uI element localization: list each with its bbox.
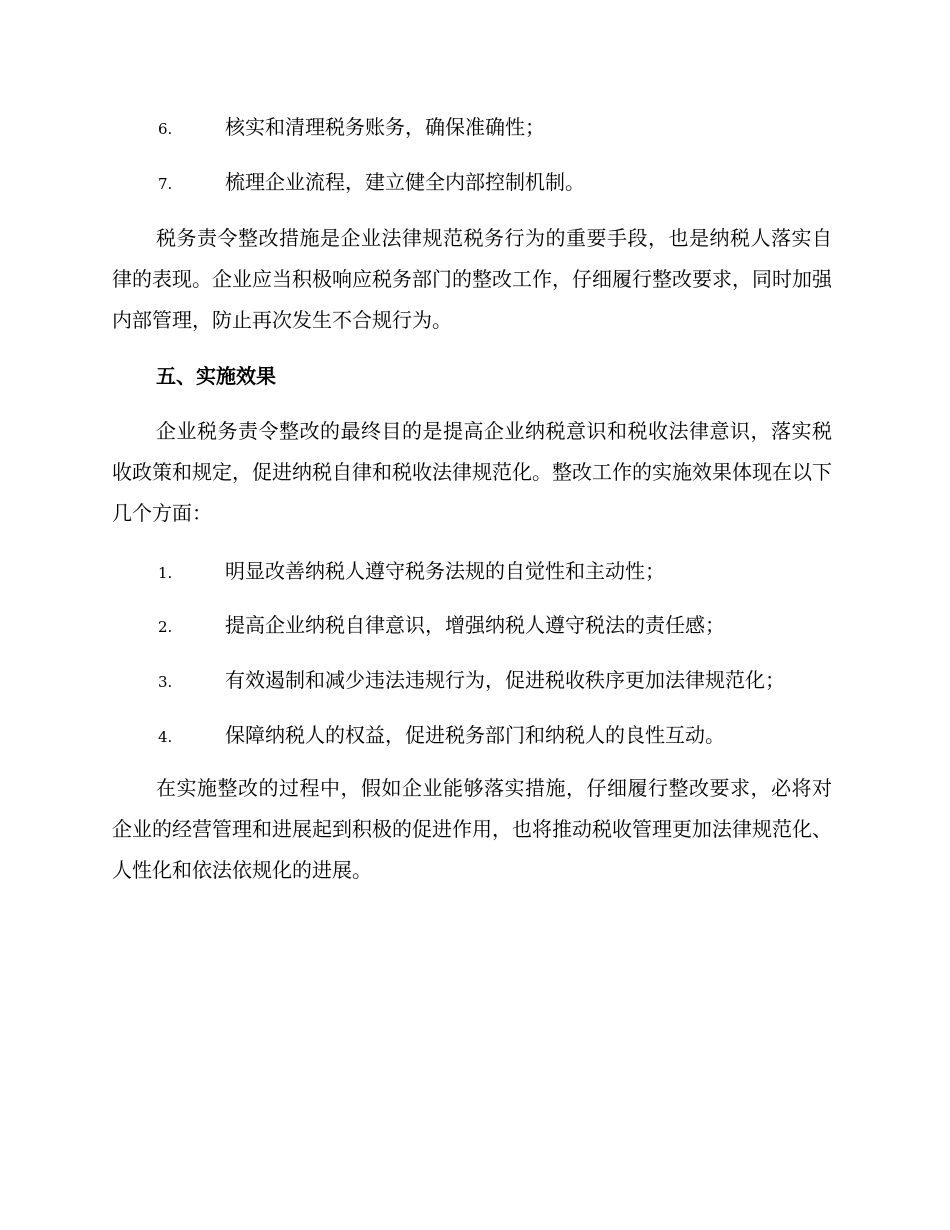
list-item [158, 610, 725, 640]
list-item-number: 2. [158, 618, 173, 636]
body-paragraph: 企业税务责令整改的最终目的是提高企业纳税意识和税收法律意识，落实税收政策和规定，促进纳税自律和税收法律规范化。整改工作的实施效果体现在以下几个方面： [112, 419, 832, 525]
list-item-text: 核实和清理税务账务，确保准确性； [225, 115, 545, 139]
list-item-text: 梳理企业流程，建立健全内部控制机制。 [225, 170, 585, 194]
list-item [158, 112, 545, 142]
list-item-number: 4. [158, 728, 173, 746]
list-item-number: 7. [158, 175, 173, 193]
list-item-text: 明显改善纳税人遵守税务法规的自觉性和主动性； [225, 559, 665, 583]
list-item-number: 1. [158, 564, 173, 582]
body-paragraph: 税务责令整改措施是企业法律规范税务行为的重要手段，也是纳税人落实自律的表现。企业应当积极响应税务部门的整改工作，仔细履行整改要求，同时加强内部管理，防止再次发生不合规行为。 [112, 226, 832, 332]
body-paragraph: 在实施整改的过程中，假如企业能够落实措施，仔细履行整改要求，必将对企业的经营管理和进展起到积极的促进作用，也将推动税收管理更加法律规范化、人性化和依法依规化的进展。 [112, 776, 832, 882]
list-item-text: 保障纳税人的权益，促进税务部门和纳税人的良性互动。 [225, 723, 725, 747]
list-item-text: 提高企业纳税自律意识，增强纳税人遵守税法的责任感； [225, 613, 725, 637]
section-heading: 五、实施效果 [156, 364, 276, 388]
list-item-text: 有效遏制和减少违法违规行为，促进税收秩序更加法律规范化； [225, 668, 785, 692]
list-item [158, 556, 665, 586]
list-item [158, 167, 585, 197]
list-item [158, 720, 725, 750]
list-item-number: 6. [158, 120, 173, 138]
list-item [158, 665, 785, 695]
list-item-number: 3. [158, 673, 173, 691]
